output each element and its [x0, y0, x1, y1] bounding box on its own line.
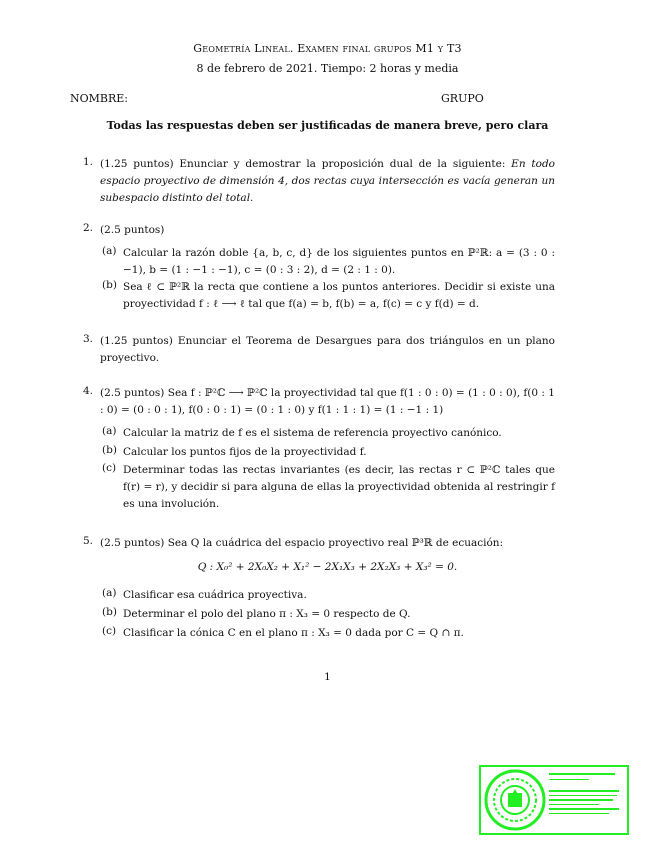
- stamp-line: [549, 779, 589, 781]
- question-4a-label: (a): [102, 425, 117, 437]
- question-4c-label: (c): [102, 462, 117, 474]
- exam-subtitle: 8 de febrero de 2021. Tiempo: 2 horas y media: [196, 62, 459, 75]
- question-4a-text: Calcular la matriz de f es el sistema de referencia proyectivo canónico.: [123, 427, 502, 439]
- question-3-number: 3.: [83, 333, 94, 345]
- stamp-line: [549, 773, 615, 775]
- question-2-intro: (2.5 puntos): [100, 224, 165, 236]
- exam-title: Geometría Lineal. Examen final grupos M1 y T3: [193, 42, 462, 55]
- instructions: Todas las respuestas deben ser justificadas de manera breve, pero clara: [106, 119, 549, 132]
- question-4-number: 4.: [83, 385, 94, 397]
- question-2-number: 2.: [83, 222, 94, 234]
- stamp-line: [549, 804, 599, 806]
- question-1-text: [100, 156, 555, 207]
- question-5-intro: (2.5 puntos) Sea Q la cuádrica del espacio proyectivo real ℙ³ℝ de ecuación:: [100, 537, 504, 549]
- name-label: NOMBRE:: [70, 92, 129, 105]
- question-2a-text: Calcular la razón doble {a, b, c, d} de los siguientes puntos en ℙ²ℝ: a = (3 : 0 : −1), b = (1 : −1 : −1), c = (0 : 3 : 2), d = (2 : 1 : 0).: [123, 247, 555, 276]
- stamp-line: [549, 808, 619, 810]
- question-5c-text: Clasificar la cónica C en el plano π : X₃ = 0 dada por C = Q ∩ π.: [123, 627, 464, 639]
- question-5b-label: (b): [102, 606, 117, 618]
- question-4c-text: Determinar todas las rectas invariantes (es decir, las rectas r ⊂ ℙ²ℂ tales que f(r) = r), y decidir si para alguna de ellas la proyectividad obtenida al restringir f es una involución.: [123, 464, 555, 510]
- stamp-line: [549, 799, 613, 801]
- question-4-intro: (2.5 puntos) Sea f : ℙ²ℂ ⟶ ℙ²ℂ la proyectividad tal que f(1 : 0 : 0) = (1 : 0 : 0), f(0 : 1 : 0) = (0 : 0 : 1), f(0 : 0 : 1) = (0 : 1 : 0) y f(1 : 1 : 1) = (1 : −1 : 1): [100, 387, 555, 416]
- question-5a-text: Clasificar esa cuádrica proyectiva.: [123, 589, 307, 601]
- question-5-equation: Q : X₀² + 2X₀X₂ + X₁² − 2X₁X₃ + 2X₂X₃ + X₃² = 0.: [197, 561, 458, 573]
- stamp-line: [549, 790, 619, 792]
- question-4b-label: (b): [102, 444, 117, 456]
- question-5b-text: Determinar el polo del plano π : X₃ = 0 respecto de Q.: [123, 608, 411, 620]
- stamp-text-block: [549, 773, 621, 814]
- question-2b-text: Sea ℓ ⊂ ℙ²ℝ la recta que contiene a los puntos anteriores. Decidir si existe una proyectividad f : ℓ ⟶ ℓ tal que f(a) = b, f(b) = a, f(c) = c y f(d) = d.: [123, 281, 555, 310]
- question-1-statement: En todo espacio proyectivo de dimensión 4, dos rectas cuya intersección es vacía generan un subespacio distinto del total.: [100, 158, 555, 204]
- stamp-line: [549, 813, 609, 815]
- university-seal-icon: [484, 769, 546, 831]
- question-5-number: 5.: [83, 535, 94, 547]
- question-3-text: (1.25 puntos) Enunciar el Teorema de Desargues para dos triángulos en un plano proyectivo.: [100, 335, 555, 364]
- question-4b-text: Calcular los puntos fijos de la proyectividad f.: [123, 446, 367, 458]
- group-label: GRUPO: [441, 92, 484, 105]
- question-2b-label: (b): [102, 279, 117, 291]
- question-5a-label: (a): [102, 587, 117, 599]
- question-5c-label: (c): [102, 625, 117, 637]
- page-number: 1: [324, 671, 331, 683]
- question-2a-label: (a): [102, 245, 117, 257]
- stamp-line: [549, 795, 617, 797]
- question-1-intro: (1.25 puntos) Enunciar y demostrar la proposición dual de la siguiente:: [100, 158, 512, 170]
- question-1-number: 1.: [83, 156, 94, 168]
